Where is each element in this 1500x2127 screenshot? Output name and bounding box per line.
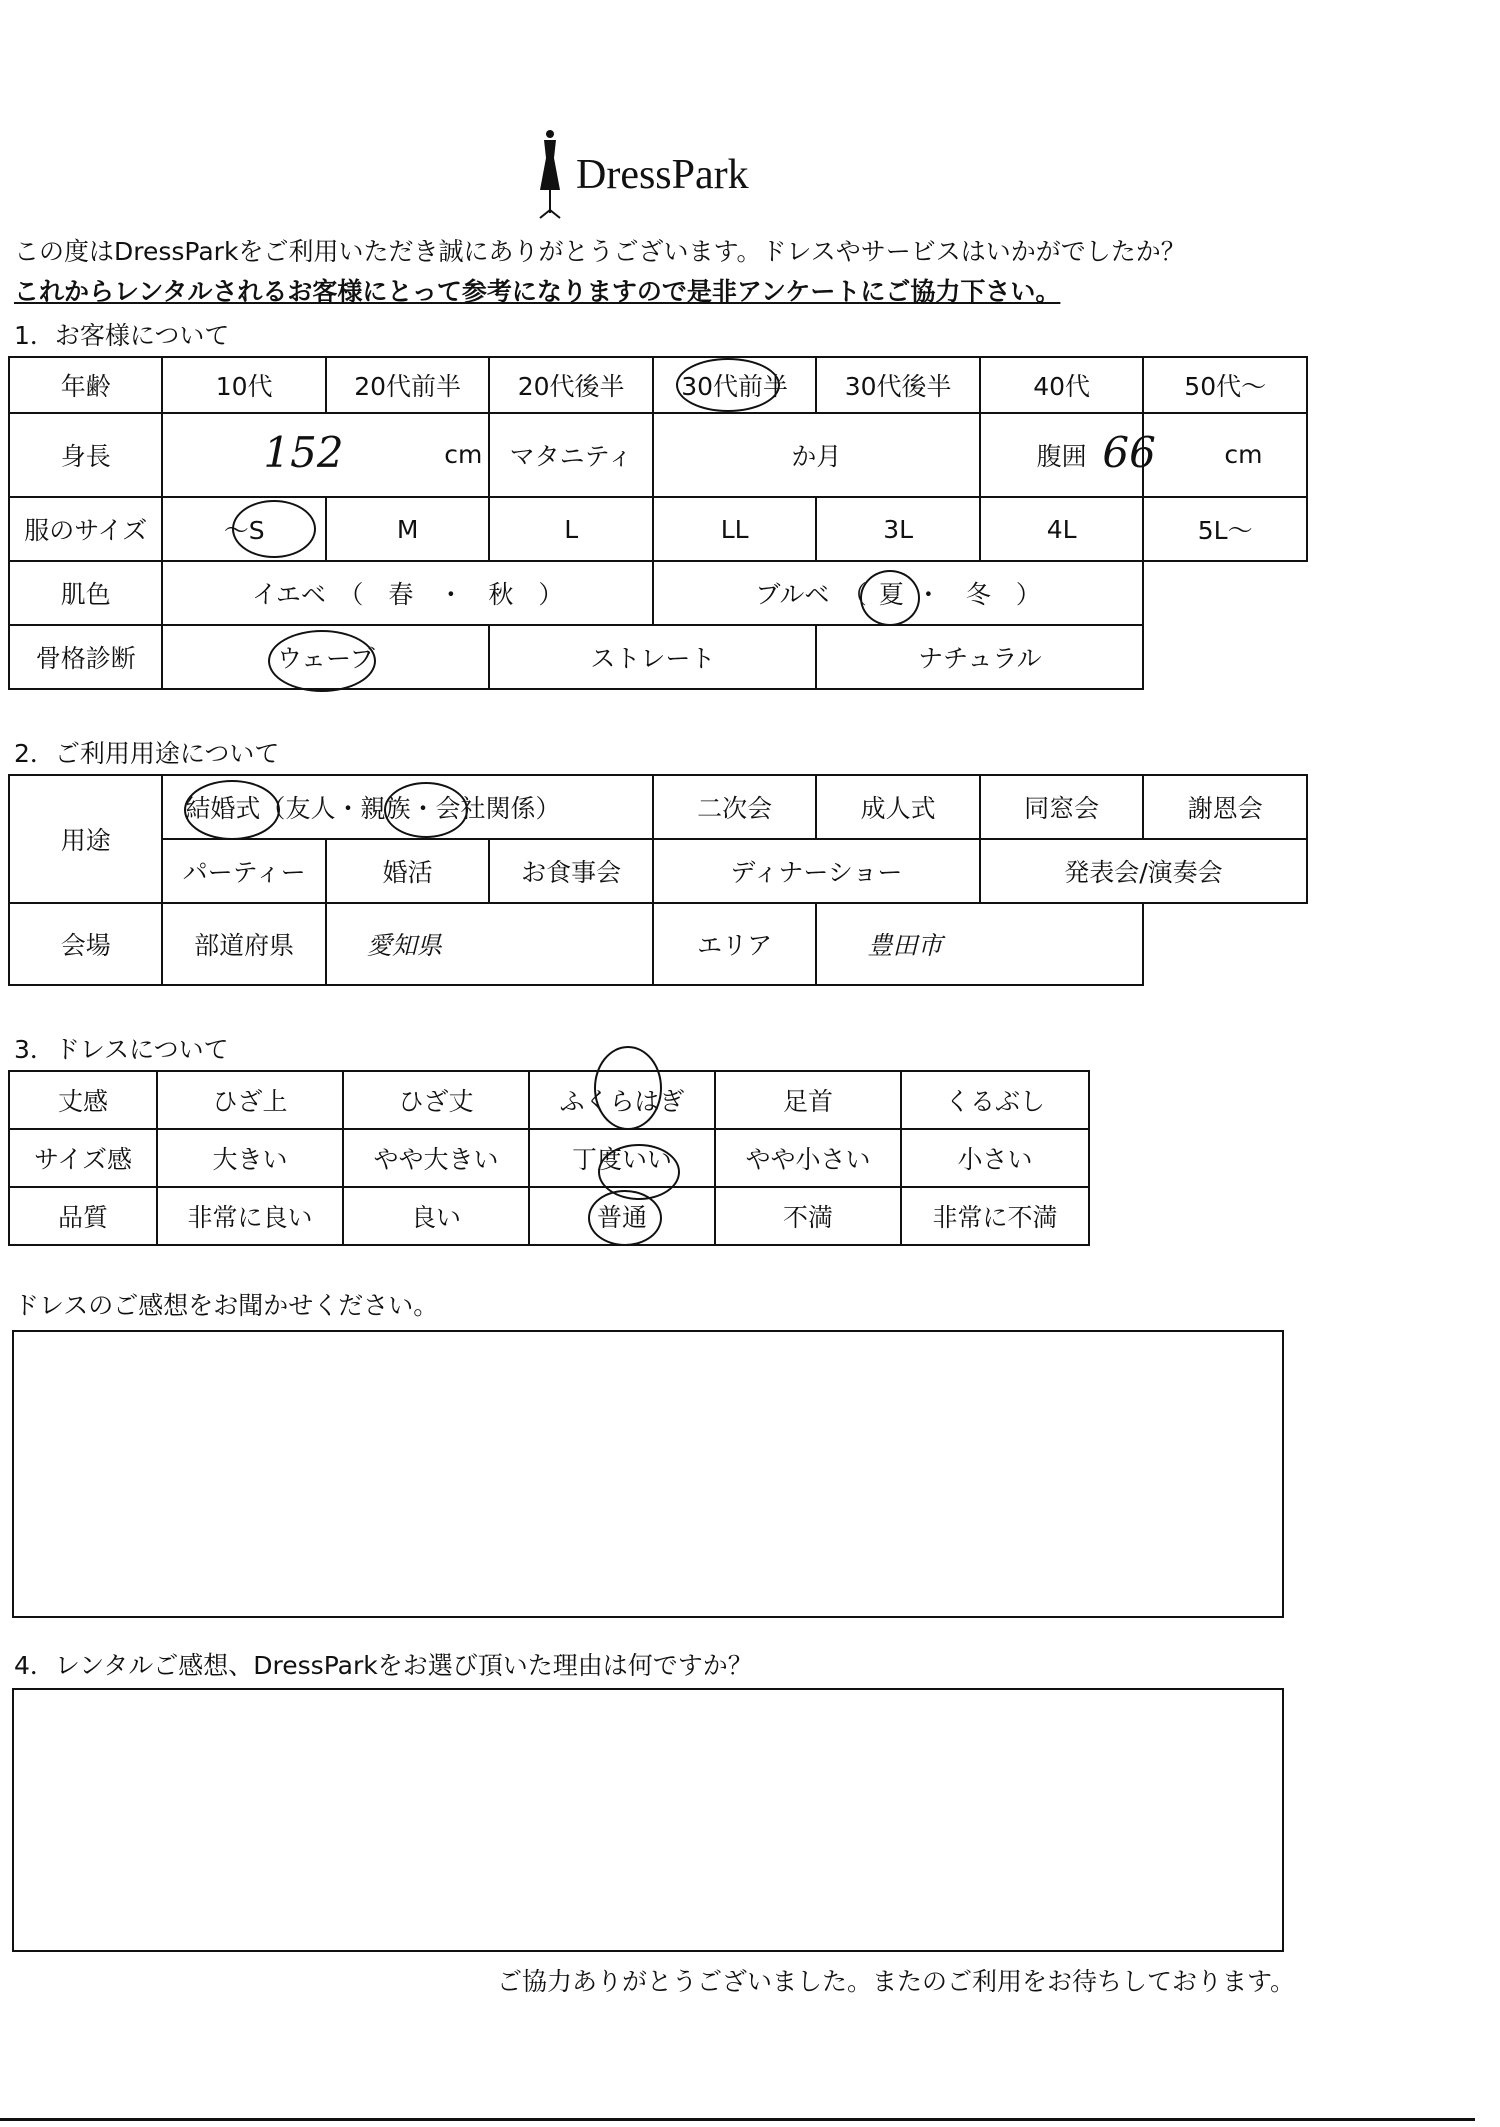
maternity-unit[interactable]: か月 — [653, 413, 980, 497]
logo — [530, 125, 749, 225]
age-option[interactable]: 40代 — [980, 357, 1144, 413]
age-option[interactable]: 10代 — [162, 357, 326, 413]
skin-summer-option[interactable]: 夏 — [878, 580, 904, 609]
intro-line-1: この度はDressParkをご利用いただき誠にありがとうございます。ドレスやサービスはいかがでしたか？ — [14, 237, 1186, 266]
empty-cell — [1143, 903, 1307, 985]
wedding-main[interactable]: 結婚式 — [185, 794, 261, 823]
dress-row-label: サイズ感 — [9, 1129, 157, 1187]
section-2-title: 2．ご利用用途について — [14, 739, 280, 768]
age-option[interactable]: 20代前半 — [326, 357, 490, 413]
footer-thanks: ご協力ありがとうございました。またのご利用をお待ちしております。 — [496, 1967, 1295, 1996]
age-row — [9, 357, 1307, 413]
size-option[interactable]: LL — [653, 497, 817, 561]
skin-row — [9, 561, 1307, 625]
dress-icon — [530, 128, 570, 223]
dress-option[interactable]: 良い — [343, 1187, 529, 1245]
dress-row-label: 丈感 — [9, 1071, 157, 1129]
dress-option-selected[interactable]: 普通 — [529, 1187, 715, 1245]
size-option[interactable]: 3L — [816, 497, 980, 561]
reason-textarea[interactable] — [12, 1688, 1284, 1952]
pref-value[interactable]: 愛知県 — [326, 903, 653, 985]
height-value: 152 — [263, 428, 344, 477]
size-option[interactable]: M — [326, 497, 490, 561]
waist-value: 66 — [1102, 428, 1156, 477]
dress-option[interactable]: 不満 — [715, 1187, 901, 1245]
dress-option[interactable]: 大きい — [157, 1129, 343, 1187]
age-label: 年齢 — [9, 357, 162, 413]
impression-title: ドレスのご感想をお聞かせください。 — [14, 1291, 439, 1320]
frame-option[interactable]: ナチュラル — [816, 625, 1143, 689]
dress-option[interactable]: 足首 — [715, 1071, 901, 1129]
size-option-selected[interactable]: 〜S — [162, 497, 326, 561]
size-option[interactable]: L — [489, 497, 653, 561]
customer-table — [8, 356, 1308, 690]
dress-option-selected[interactable]: ふくらはぎ — [529, 1071, 715, 1129]
dress-option[interactable]: ひざ上 — [157, 1071, 343, 1129]
pref-label: 部道府県 — [162, 903, 326, 985]
skin-label: 肌色 — [9, 561, 162, 625]
size-option[interactable]: 4L — [980, 497, 1144, 561]
age-option[interactable]: 20代後半 — [489, 357, 653, 413]
frame-option[interactable]: ストレート — [489, 625, 816, 689]
usage-option[interactable]: 成人式 — [816, 775, 980, 839]
height-unit: cm — [444, 440, 483, 469]
usage-option[interactable]: 婚活 — [326, 839, 490, 903]
usage-option[interactable]: 同窓会 — [980, 775, 1144, 839]
dress-option-selected[interactable]: 丁度いい — [529, 1129, 715, 1187]
dress-option[interactable]: 小さい — [901, 1129, 1089, 1187]
dress-row — [9, 1129, 1089, 1187]
section-4-title: 4．レンタルご感想、DressParkをお選び頂いた理由は何ですか？ — [14, 1651, 753, 1680]
height-row — [9, 413, 1307, 497]
usage-option[interactable]: ディナーショー — [653, 839, 980, 903]
section-1-title: 1．お客様について — [14, 321, 230, 350]
impression-textarea[interactable] — [12, 1330, 1284, 1618]
area-label: エリア — [653, 903, 817, 985]
wedding-option[interactable]: 結婚式（友人・親族・会社関係） — [162, 775, 653, 839]
size-label: 服のサイズ — [9, 497, 162, 561]
frame-label: 骨格診断 — [9, 625, 162, 689]
dress-option[interactable]: 非常に良い — [157, 1187, 343, 1245]
usage-option[interactable]: 謝恩会 — [1143, 775, 1307, 839]
wedding-friend[interactable]: 友人 — [285, 794, 336, 823]
height-field[interactable] — [162, 413, 489, 497]
dress-option[interactable]: やや大きい — [343, 1129, 529, 1187]
venue-row — [9, 903, 1307, 985]
usage-row-2 — [9, 839, 1307, 903]
section-3-title: 3．ドレスについて — [14, 1035, 229, 1064]
frame-option-selected[interactable]: ウェーブ — [162, 625, 489, 689]
age-option-selected[interactable]: 30代前半 — [653, 357, 817, 413]
dress-row-label: 品質 — [9, 1187, 157, 1245]
empty-cell — [1143, 561, 1307, 625]
age-option[interactable]: 50代〜 — [1143, 357, 1307, 413]
frame-row — [9, 625, 1307, 689]
usage-row-1 — [9, 775, 1307, 839]
usage-label: 用途 — [9, 775, 162, 903]
dress-option[interactable]: ひざ丈 — [343, 1071, 529, 1129]
usage-option[interactable]: パーティー — [162, 839, 326, 903]
dress-table — [8, 1070, 1090, 1246]
dress-option[interactable]: くるぶし — [901, 1071, 1089, 1129]
skin-yellow-option[interactable]: イエベ （ 春 ・ 秋 ） — [162, 561, 653, 625]
waist-field[interactable] — [1102, 413, 1307, 497]
height-label: 身長 — [9, 413, 162, 497]
size-row — [9, 497, 1307, 561]
dress-row — [9, 1187, 1089, 1245]
empty-cell — [1143, 625, 1307, 689]
size-option[interactable]: 5L〜 — [1143, 497, 1307, 561]
intro-line-2: これからレンタルされるお客様にとって参考になりますので是非アンケートにご協力下さい。 — [14, 277, 1061, 306]
venue-label: 会場 — [9, 903, 162, 985]
wedding-company[interactable]: 会社関係 — [435, 794, 536, 823]
wedding-family[interactable]: 親族 — [360, 794, 411, 823]
dress-row — [9, 1071, 1089, 1129]
skin-blue-option[interactable]: ブルベ （ 夏 ・ 冬 ） — [653, 561, 1144, 625]
bottom-divider — [0, 2118, 1475, 2121]
dress-option[interactable]: 非常に不満 — [901, 1187, 1089, 1245]
waist-unit: cm — [1224, 440, 1263, 469]
usage-option[interactable]: 発表会/演奏会 — [980, 839, 1307, 903]
usage-option[interactable]: 二次会 — [653, 775, 817, 839]
usage-option[interactable]: お食事会 — [489, 839, 653, 903]
waist-label: 腹囲 — [980, 413, 1144, 497]
logo-text: DressPark — [576, 152, 749, 198]
maternity-label: マタニティ — [489, 413, 653, 497]
usage-table — [8, 774, 1308, 986]
dress-option[interactable]: やや小さい — [715, 1129, 901, 1187]
age-option[interactable]: 30代後半 — [816, 357, 980, 413]
area-value[interactable]: 豊田市 — [816, 903, 1143, 985]
